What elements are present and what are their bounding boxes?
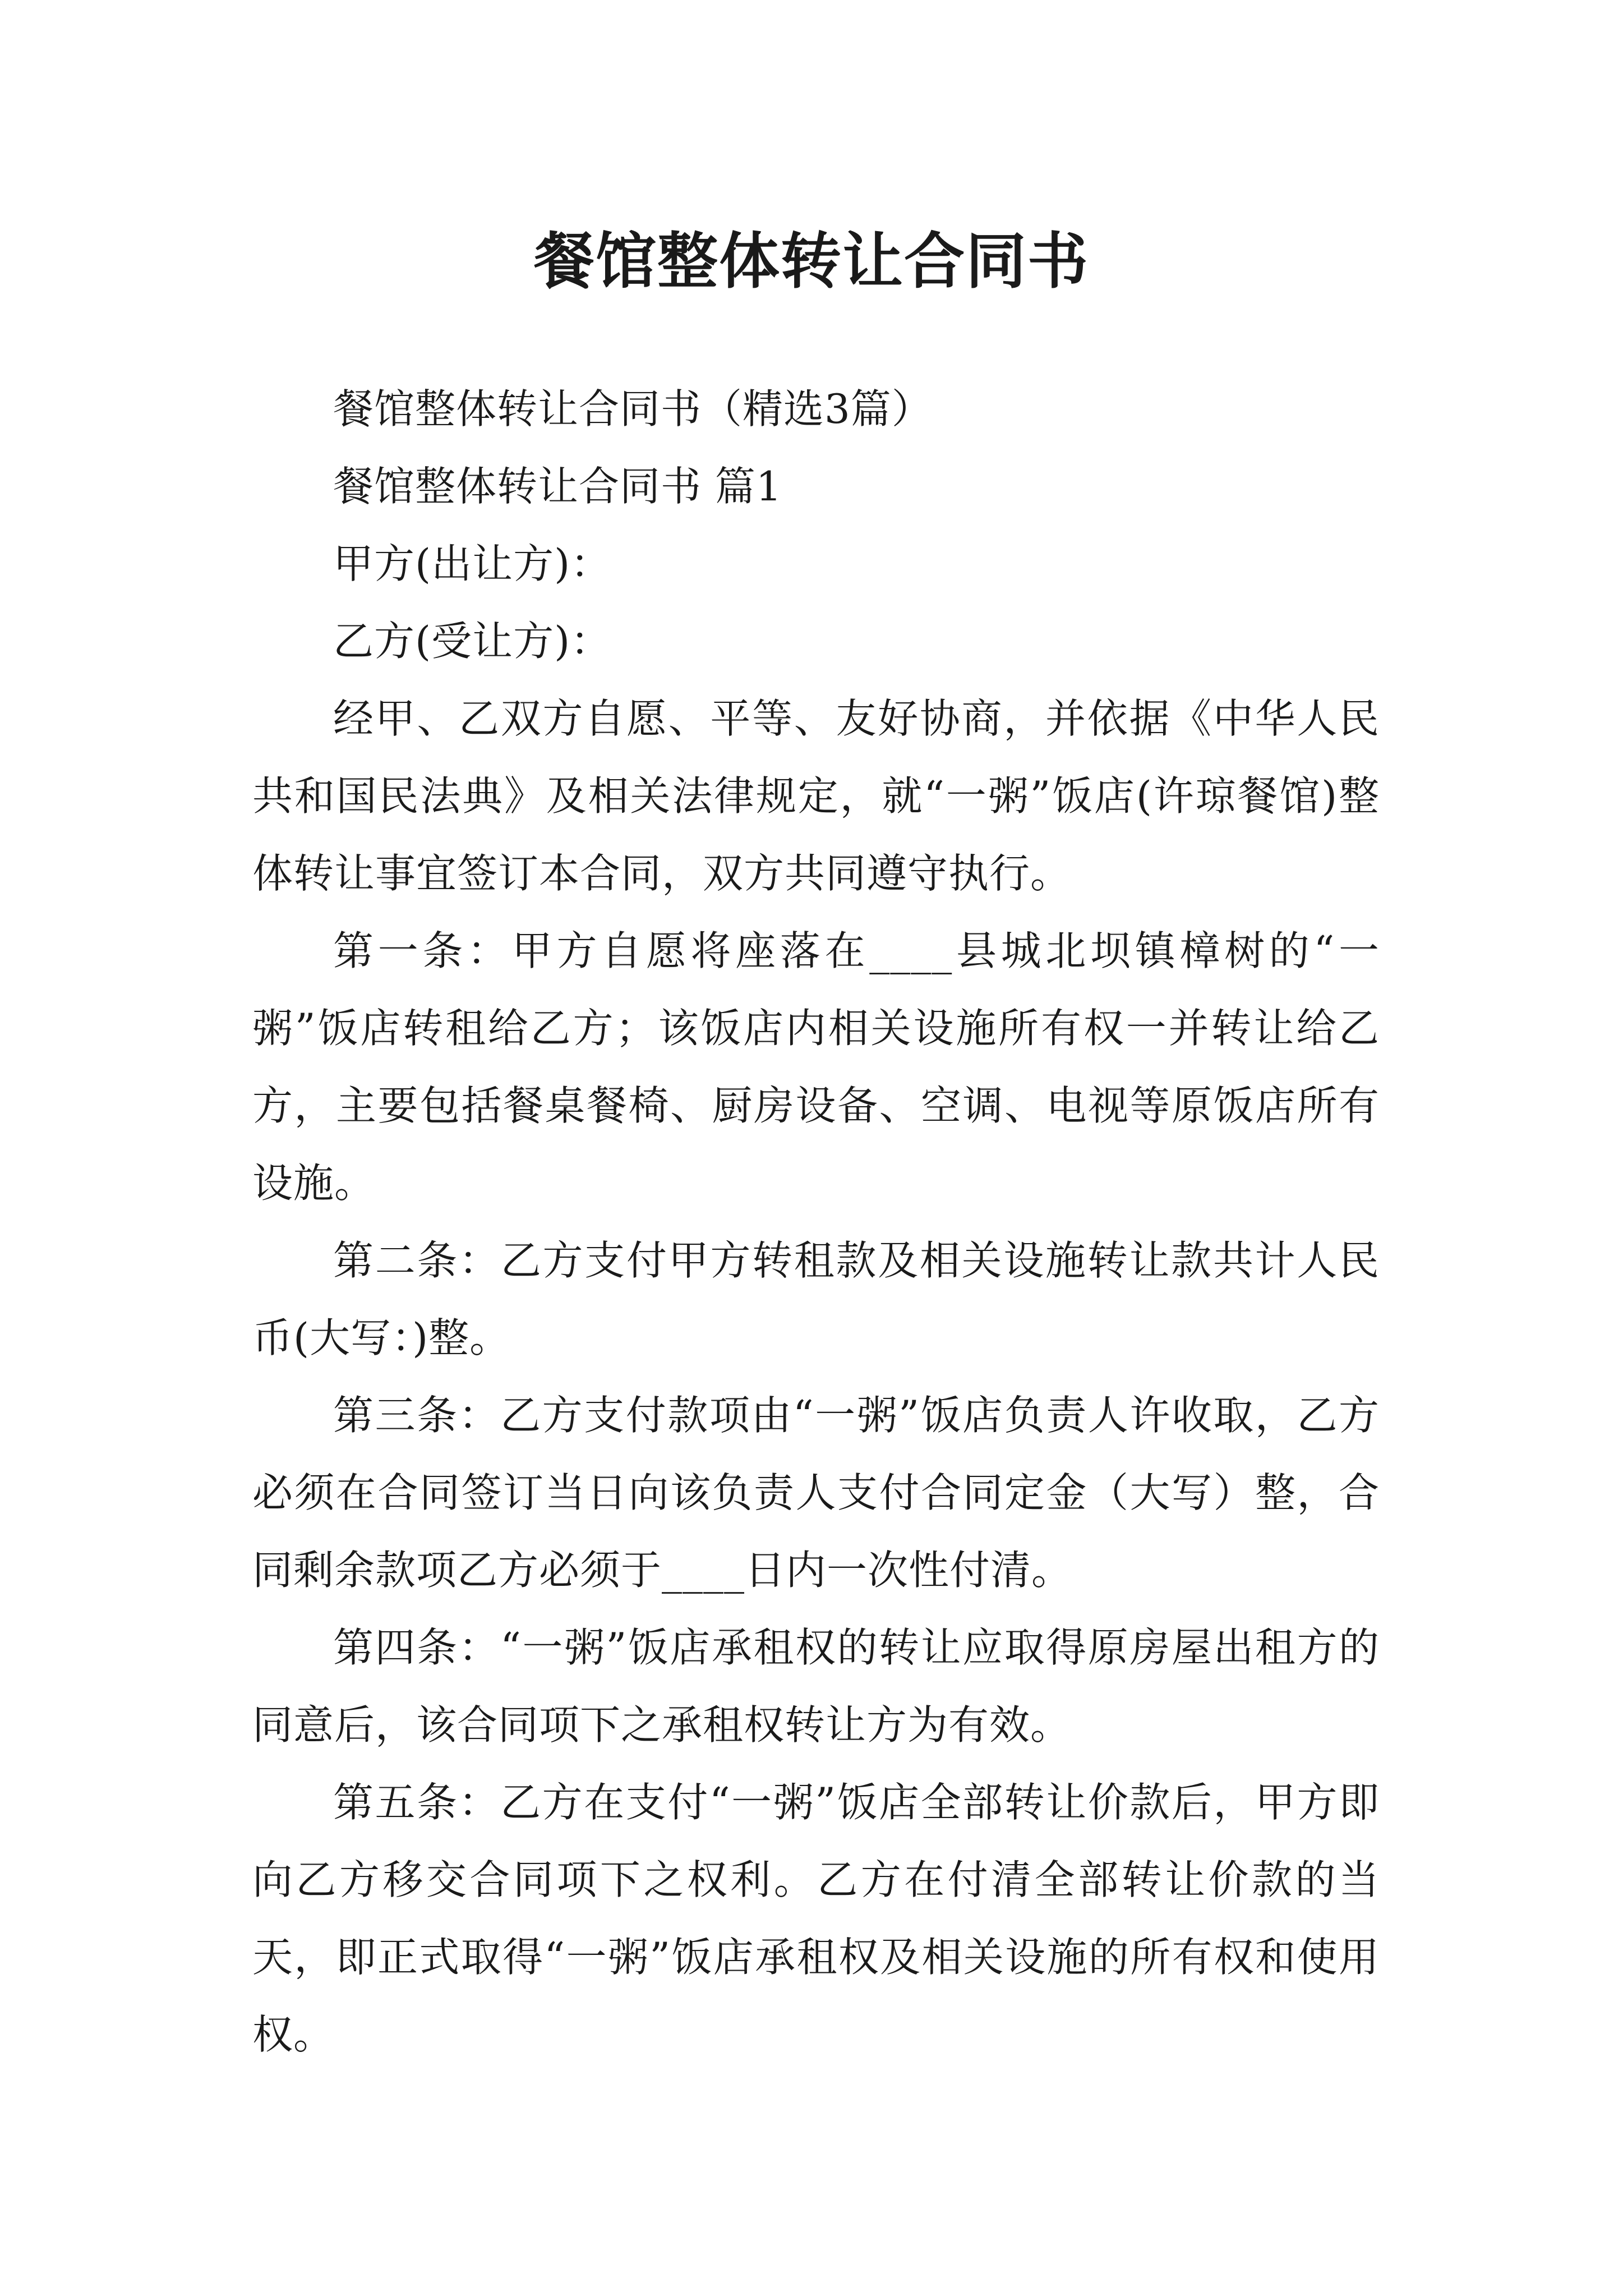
party-a-line: 甲方(出让方)： [333,540,612,587]
clause-2-paragraph: 第二条：乙方支付甲方转租款及相关设施转让款共计人民币(大写：)整。 [252,1237,1380,1361]
document-body [252,370,1380,2073]
document-title: 餐馆整体转让合同书 [533,226,1089,297]
clause-3-paragraph: 第三条：乙方支付款项由“一粥”饭店负责人许收取，乙方必须在合同签订当日向该负责人支付合同定金（大写）整，合同剩余款项乙方必须于____日内一次性付清。 [252,1392,1380,1594]
preamble-paragraph: 经甲、乙双方自愿、平等、友好协商，并依据《中华人民共和国民法典》及相关法律规定，就“一粥”饭店(许琼餐馆)整体转让事宜签订本合同，双方共同遵守执行。 [252,695,1380,897]
party-b-line: 乙方(受让方)： [333,618,612,665]
clause-5-paragraph: 第五条：乙方在支付“一粥”饭店全部转让价款后，甲方即向乙方移交合同项下之权利。乙方在付清全部转让价款的当天，即正式取得“一粥”饭店承租权及相关设施的所有权和使用权。 [252,1779,1380,2058]
clause-4-paragraph: 第四条：“一粥”饭店承租权的转让应取得原房屋出租方的同意后，该合同项下之承租权转让方为有效。 [252,1624,1380,1749]
subtitle-paragraph: 餐馆整体转让合同书（精选3篇） [333,385,933,432]
section-heading: 餐馆整体转让合同书 篇1 [333,463,782,510]
clause-1-paragraph: 第一条：甲方自愿将座落在____县城北坝镇樟树的“一粥”饭店转租给乙方；该饭店内相关设施所有权一并转让给乙方，主要包括餐桌餐椅、厨房设备、空调、电视等原饭店所有设施。 [252,927,1380,1207]
